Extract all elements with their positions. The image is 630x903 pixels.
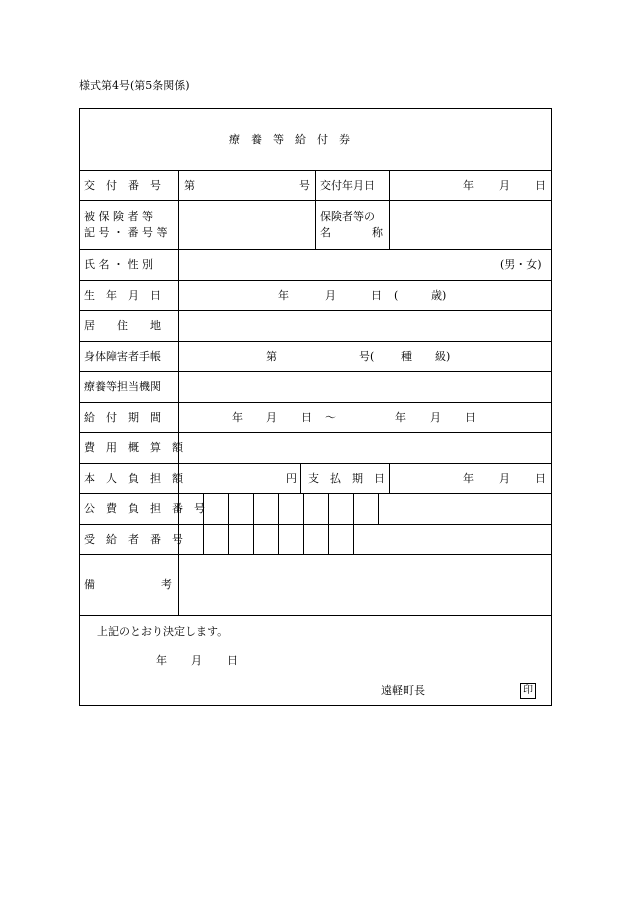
insured-number-label-2: 記 号 ・ 番 号 等 bbox=[84, 226, 168, 239]
digit-cell-divider bbox=[203, 524, 204, 554]
issue-date-year: 年 bbox=[463, 179, 474, 192]
rule-13 bbox=[79, 615, 551, 616]
insurer-name-label-2b: 称 bbox=[372, 226, 383, 239]
label-column-divider bbox=[178, 170, 179, 615]
decision-year: 年 bbox=[156, 654, 167, 667]
mayor-title: 遠軽町長 bbox=[381, 684, 425, 697]
payment-day: 日 bbox=[535, 472, 546, 485]
issue-date-day: 日 bbox=[535, 179, 546, 192]
birth-date-label: 生 年 月 日 bbox=[84, 289, 161, 302]
self-pay-yen: 円 bbox=[286, 472, 297, 485]
decision-text: 上記のとおり決定します。 bbox=[97, 625, 229, 638]
insured-number-label-1: 被 保 険 者 等 bbox=[84, 210, 153, 223]
rule-3 bbox=[79, 280, 551, 281]
rule-8 bbox=[79, 432, 551, 433]
form-label: 様式第4号(第5条関係) bbox=[79, 79, 190, 92]
digit-cell-divider bbox=[328, 493, 329, 524]
digit-cell-divider bbox=[303, 493, 304, 524]
period-tilde: 〜 bbox=[325, 411, 336, 424]
remarks-label-a: 備 bbox=[84, 578, 95, 591]
digit-cell-divider bbox=[303, 524, 304, 554]
benefit-period-label: 給 付 期 間 bbox=[84, 411, 161, 424]
rule-5 bbox=[79, 341, 551, 342]
mid-divider-d bbox=[389, 463, 390, 493]
rule-2 bbox=[79, 249, 551, 250]
form-title: 療 養 等 給 付 券 bbox=[229, 133, 350, 146]
issue-number-prefix: 第 bbox=[184, 179, 195, 192]
birth-year: 年 bbox=[278, 289, 289, 302]
digit-cell-divider bbox=[353, 524, 354, 554]
period-start-day: 日 bbox=[301, 411, 312, 424]
period-end-day: 日 bbox=[465, 411, 476, 424]
disability-book-grade-close: 級) bbox=[435, 350, 451, 363]
issue-number-label: 交 付 番 号 bbox=[84, 179, 161, 192]
digit-cell-divider bbox=[328, 524, 329, 554]
mid-divider-c bbox=[300, 463, 301, 493]
issue-number-suffix: 号 bbox=[299, 179, 310, 192]
rule-11 bbox=[79, 524, 551, 525]
age-close: 歳) bbox=[431, 289, 447, 302]
address-label: 居 住 地 bbox=[84, 319, 161, 332]
payment-month: 月 bbox=[499, 472, 510, 485]
period-end-month: 月 bbox=[430, 411, 441, 424]
payment-date-label: 支 払 期 日 bbox=[308, 472, 385, 485]
rule-10 bbox=[79, 493, 551, 494]
cost-estimate-label: 費 用 概 算 額 bbox=[84, 441, 183, 454]
rule-4 bbox=[79, 310, 551, 311]
birth-day: 日 bbox=[371, 289, 382, 302]
period-start-year: 年 bbox=[232, 411, 243, 424]
decision-month: 月 bbox=[191, 654, 202, 667]
digit-cell-divider bbox=[278, 524, 279, 554]
digit-cell-divider bbox=[353, 493, 354, 524]
payment-year: 年 bbox=[463, 472, 474, 485]
insurer-name-label-2a: 名 bbox=[320, 226, 331, 239]
digit-cell-divider bbox=[278, 493, 279, 524]
digit-cell-divider bbox=[253, 493, 254, 524]
period-end-year: 年 bbox=[395, 411, 406, 424]
period-start-month: 月 bbox=[266, 411, 277, 424]
decision-day: 日 bbox=[227, 654, 238, 667]
sex-options: (男・女) bbox=[500, 258, 542, 271]
disability-book-grade: 種 bbox=[401, 350, 412, 363]
issue-date-month: 月 bbox=[499, 179, 510, 192]
disability-book-label: 身体障害者手帳 bbox=[84, 350, 161, 363]
rule-9 bbox=[79, 463, 551, 464]
digit-cell-divider bbox=[378, 493, 379, 524]
disability-book-number-suffix: 号( bbox=[359, 350, 375, 363]
rule-6 bbox=[79, 371, 551, 372]
recipient-number-label: 受 給 者 番 号 bbox=[84, 533, 183, 546]
remarks-label-b: 考 bbox=[161, 578, 172, 591]
seal-mark: 印 bbox=[520, 683, 536, 699]
digit-cell-divider bbox=[253, 524, 254, 554]
public-payer-number-label: 公 費 負 担 番 号 bbox=[84, 502, 205, 515]
digit-cell-divider bbox=[228, 493, 229, 524]
rule-12 bbox=[79, 554, 551, 555]
name-sex-label: 氏 名 ・ 性 別 bbox=[84, 258, 153, 271]
mid-divider-b bbox=[389, 170, 390, 249]
insurer-name-label-1: 保険者等の bbox=[320, 210, 375, 223]
age-open: ( bbox=[394, 289, 399, 302]
mid-divider-a bbox=[315, 170, 316, 249]
digit-cell-divider bbox=[228, 524, 229, 554]
birth-month: 月 bbox=[325, 289, 336, 302]
disability-book-prefix: 第 bbox=[266, 350, 277, 363]
institution-label: 療養等担当機関 bbox=[84, 380, 161, 393]
issue-date-label: 交付年月日 bbox=[320, 179, 375, 192]
rule-7 bbox=[79, 402, 551, 403]
self-pay-label: 本 人 負 担 額 bbox=[84, 472, 183, 485]
